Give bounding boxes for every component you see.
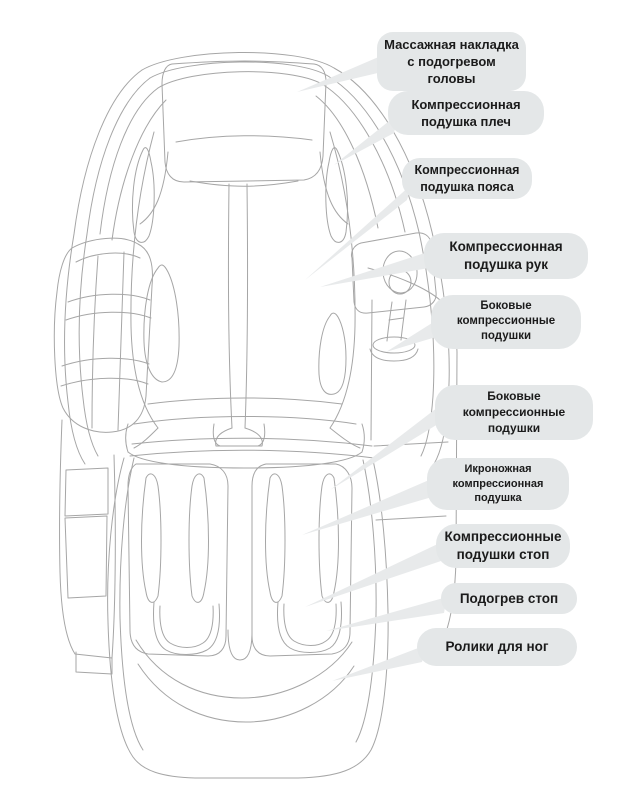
label-foot-compression-cushions: Компрессионные подушки стоп	[436, 524, 570, 568]
footrest	[108, 438, 388, 778]
label-waist-compression-cushion: Компрессионная подушка пояса	[402, 158, 532, 199]
leader-wedge	[326, 597, 447, 631]
leader-wedge	[330, 404, 442, 490]
label-shoulder-compression-cushion: Компрессионная подушка плеч	[388, 91, 544, 135]
lumbar-pads	[144, 265, 346, 394]
seat	[126, 398, 365, 468]
left-armrest	[60, 420, 116, 674]
label-side-compression-cushions-upper: Боковые компрессионные подушки	[431, 295, 581, 349]
leader-wedge	[320, 250, 434, 287]
label-foot-heating: Подогрев стоп	[441, 583, 577, 614]
headrest	[162, 61, 326, 186]
label-arm-compression-cushion: Компрессионная подушка рук	[424, 233, 588, 279]
label-foot-rollers: Ролики для ног	[417, 628, 577, 666]
label-head-massage-pad: Массажная накладка с подогревом головы	[377, 32, 526, 91]
label-side-compression-cushions-lower: Боковые компрессионные подушки	[435, 385, 593, 440]
label-calf-compression-cushion: Икроножная компрессионная подушка	[427, 458, 569, 510]
